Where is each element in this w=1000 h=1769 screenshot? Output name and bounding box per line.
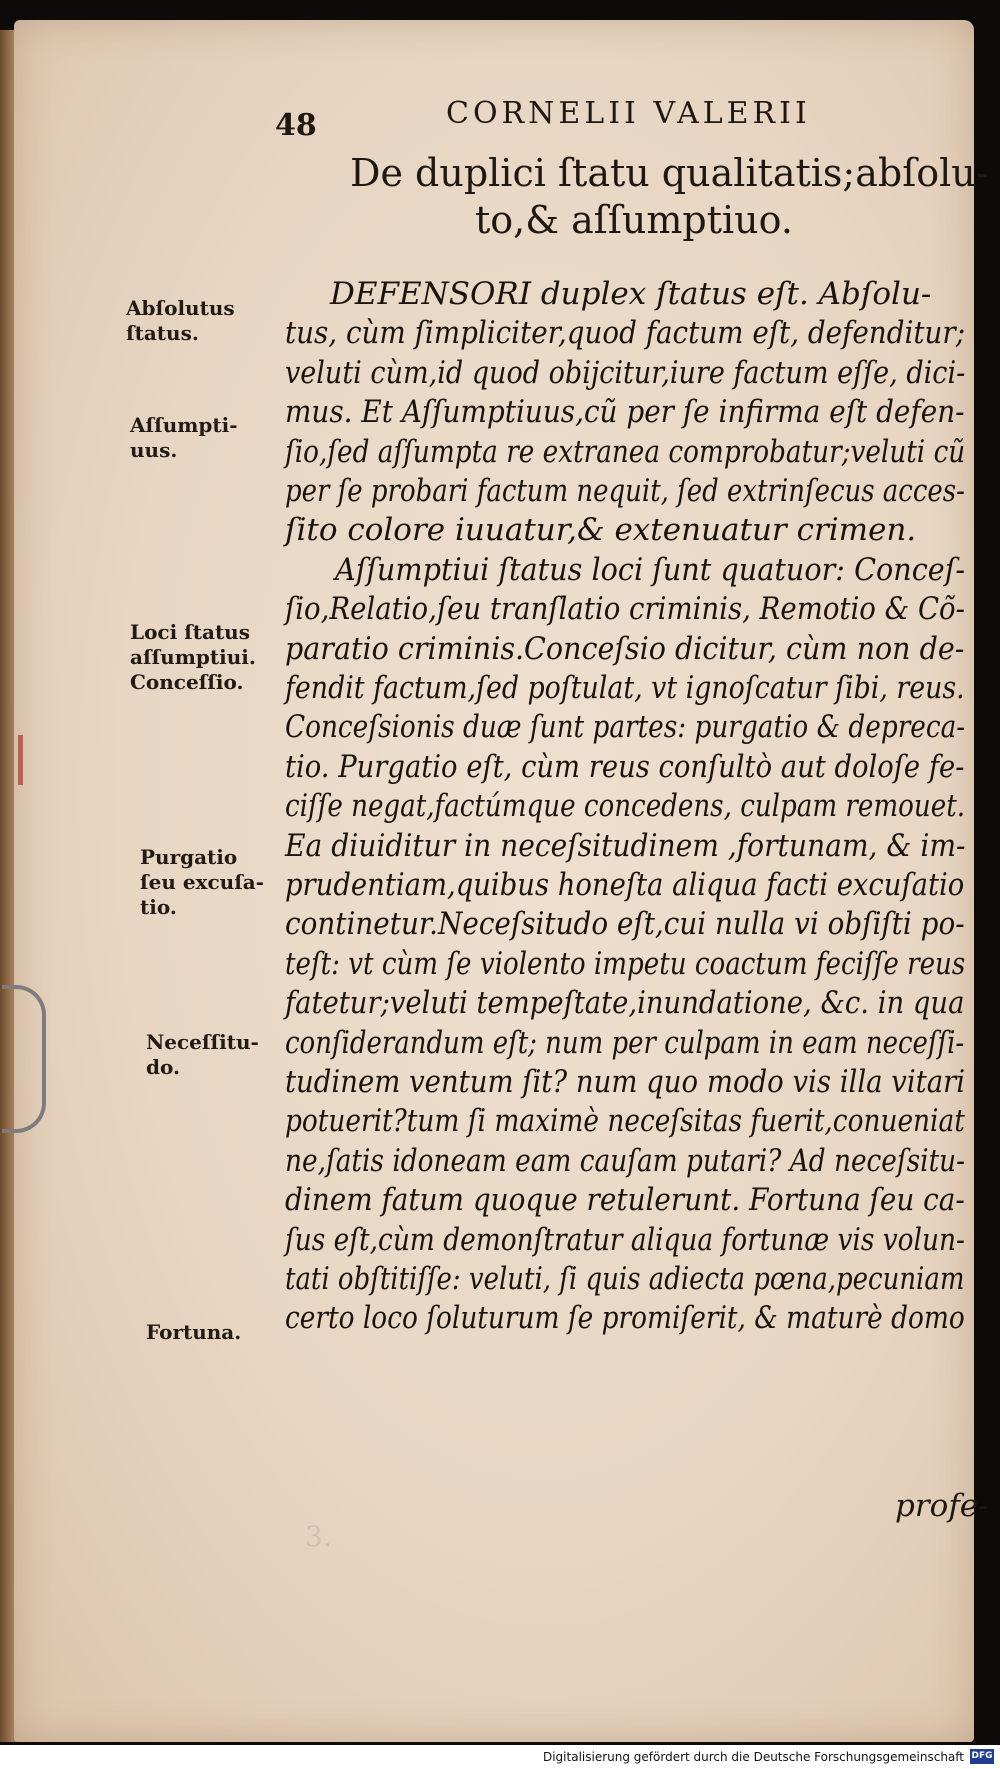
margin-note-line: Aſſumpti- — [130, 413, 238, 437]
body-line: prudentiam,quibus honeſta aliqua facti excuſatio — [285, 867, 965, 903]
body-line: ſio,Relatio,ſeu tranſlatio criminis, Remotio & Cõ- — [285, 591, 965, 627]
margin-note-line: Purgatio — [140, 845, 238, 869]
bleed-through-text: 3. — [305, 1520, 332, 1553]
page-number: 48 — [275, 108, 317, 143]
margin-note-line: ſeu excuſa- — [140, 870, 265, 894]
margin-note-fortuna — [146, 1320, 241, 1345]
margin-note-line: Loci ſtatus — [130, 620, 250, 644]
catchword: profe- — [895, 1488, 989, 1524]
body-line: fatetur;veluti tempeſtate,inundatione, &c. in qua — [285, 985, 965, 1021]
section-title-line-1: De duplici ſtatu qualitatis;abſolu- — [350, 151, 989, 195]
margin-note-line: Conceſſio. — [130, 670, 244, 694]
body-line: ſito colore iuuatur,& extenuatur crimen. — [285, 512, 917, 548]
body-line: certo loco ſoluturum ſe promiſerit, & maturè domo — [285, 1300, 965, 1336]
margin-note-absolutus — [126, 296, 235, 346]
body-line: tati obſtitiſſe: veluti, ſi quis adiecta pœna,pecuniam — [285, 1261, 965, 1297]
running-head-author: CORNELII VALERII — [446, 96, 811, 131]
red-margin-mark — [18, 735, 23, 785]
margin-note-line: tio. — [140, 895, 177, 919]
body-line: Aſſumptiui ſtatus loci ſunt quatuor: Conceſ- — [335, 552, 966, 588]
body-line: ne,ſatis idoneam eam cauſam putari? Ad neceſsitu- — [285, 1143, 966, 1179]
body-line: veluti cùm,id quod obijcitur,iure factum eſſe, dici- — [285, 355, 966, 391]
body-line: tio. Purgatio eſt, cùm reus conſultò aut doloſe fe- — [285, 749, 965, 785]
body-line: mus. Et Aſſumptiuus,cũ per ſe infirma eſt defen- — [285, 394, 965, 430]
margin-note-line: aſſumptiui. — [130, 645, 256, 669]
body-line: ſus eſt,cùm demonſtratur aliqua fortunæ vis volun- — [285, 1222, 965, 1258]
dfg-logo-icon: DFG — [970, 1749, 994, 1764]
margin-note-line: uus. — [130, 438, 178, 462]
footer-credit: Digitalisierung gefördert durch die Deutsche Forschungsgemeinschaft — [542, 1750, 964, 1764]
section-title-line-2: to,& aſſumptiuo. — [475, 198, 793, 242]
body-line: potuerit?tum ſi maximè neceſsitas fuerit,conueniat — [285, 1103, 965, 1139]
margin-note-loci-status — [130, 620, 256, 695]
body-line: tudinem ventum ſit? num quo modo vis illa vitari — [285, 1064, 966, 1100]
margin-note-line: Fortuna. — [146, 1320, 242, 1344]
body-line: dinem fatum quoque retulerunt. Fortuna ſeu ca- — [285, 1182, 965, 1218]
margin-note-line: ſtatus. — [126, 321, 199, 345]
body-line: Conceſsionis duæ ſunt partes: purgatio & depreca- — [285, 709, 966, 745]
body-line: Ea diuiditur in neceſsitudinem ,fortunam, & im- — [285, 828, 966, 864]
body-line: per ſe probari factum nequit, ſed extrinſecus acces- — [285, 473, 965, 509]
margin-note-line: Abſolutus — [126, 296, 235, 320]
body-line: paratio criminis.Conceſsio dicitur, cùm non de- — [285, 631, 965, 667]
body-line: DEFENSORI duplex ſtatus eſt. Abſolu- — [330, 276, 932, 312]
margin-note-necessitudo — [146, 1030, 259, 1080]
body-line: ſio,ſed aſſumpta re extranea comprobatur;veluti cũ — [285, 434, 966, 470]
metal-clip-icon — [2, 985, 46, 1133]
body-line: fendit factum,ſed poſtulat, vt ignoſcatur ſibi, reus. — [285, 670, 965, 706]
body-line: teſt: vt cùm ſe violento impetu coactum feciſſe reus — [285, 946, 966, 982]
margin-note-line: Neceſſitu- — [146, 1030, 259, 1054]
body-line: continetur.Neceſsitudo eſt,cui nulla vi obſiſti po- — [285, 906, 965, 942]
margin-note-assumptiuus — [130, 413, 238, 463]
body-line: ciſſe negat,factúmque concedens, culpam remouet. — [285, 788, 966, 824]
body-line: tus, cùm ſimpliciter,quod factum eſt, defenditur; — [285, 315, 966, 351]
margin-note-purgatio — [140, 845, 264, 920]
body-line: conſiderandum eſt; num per culpam in eam neceſſi- — [285, 1025, 965, 1061]
margin-note-line: do. — [146, 1055, 180, 1079]
